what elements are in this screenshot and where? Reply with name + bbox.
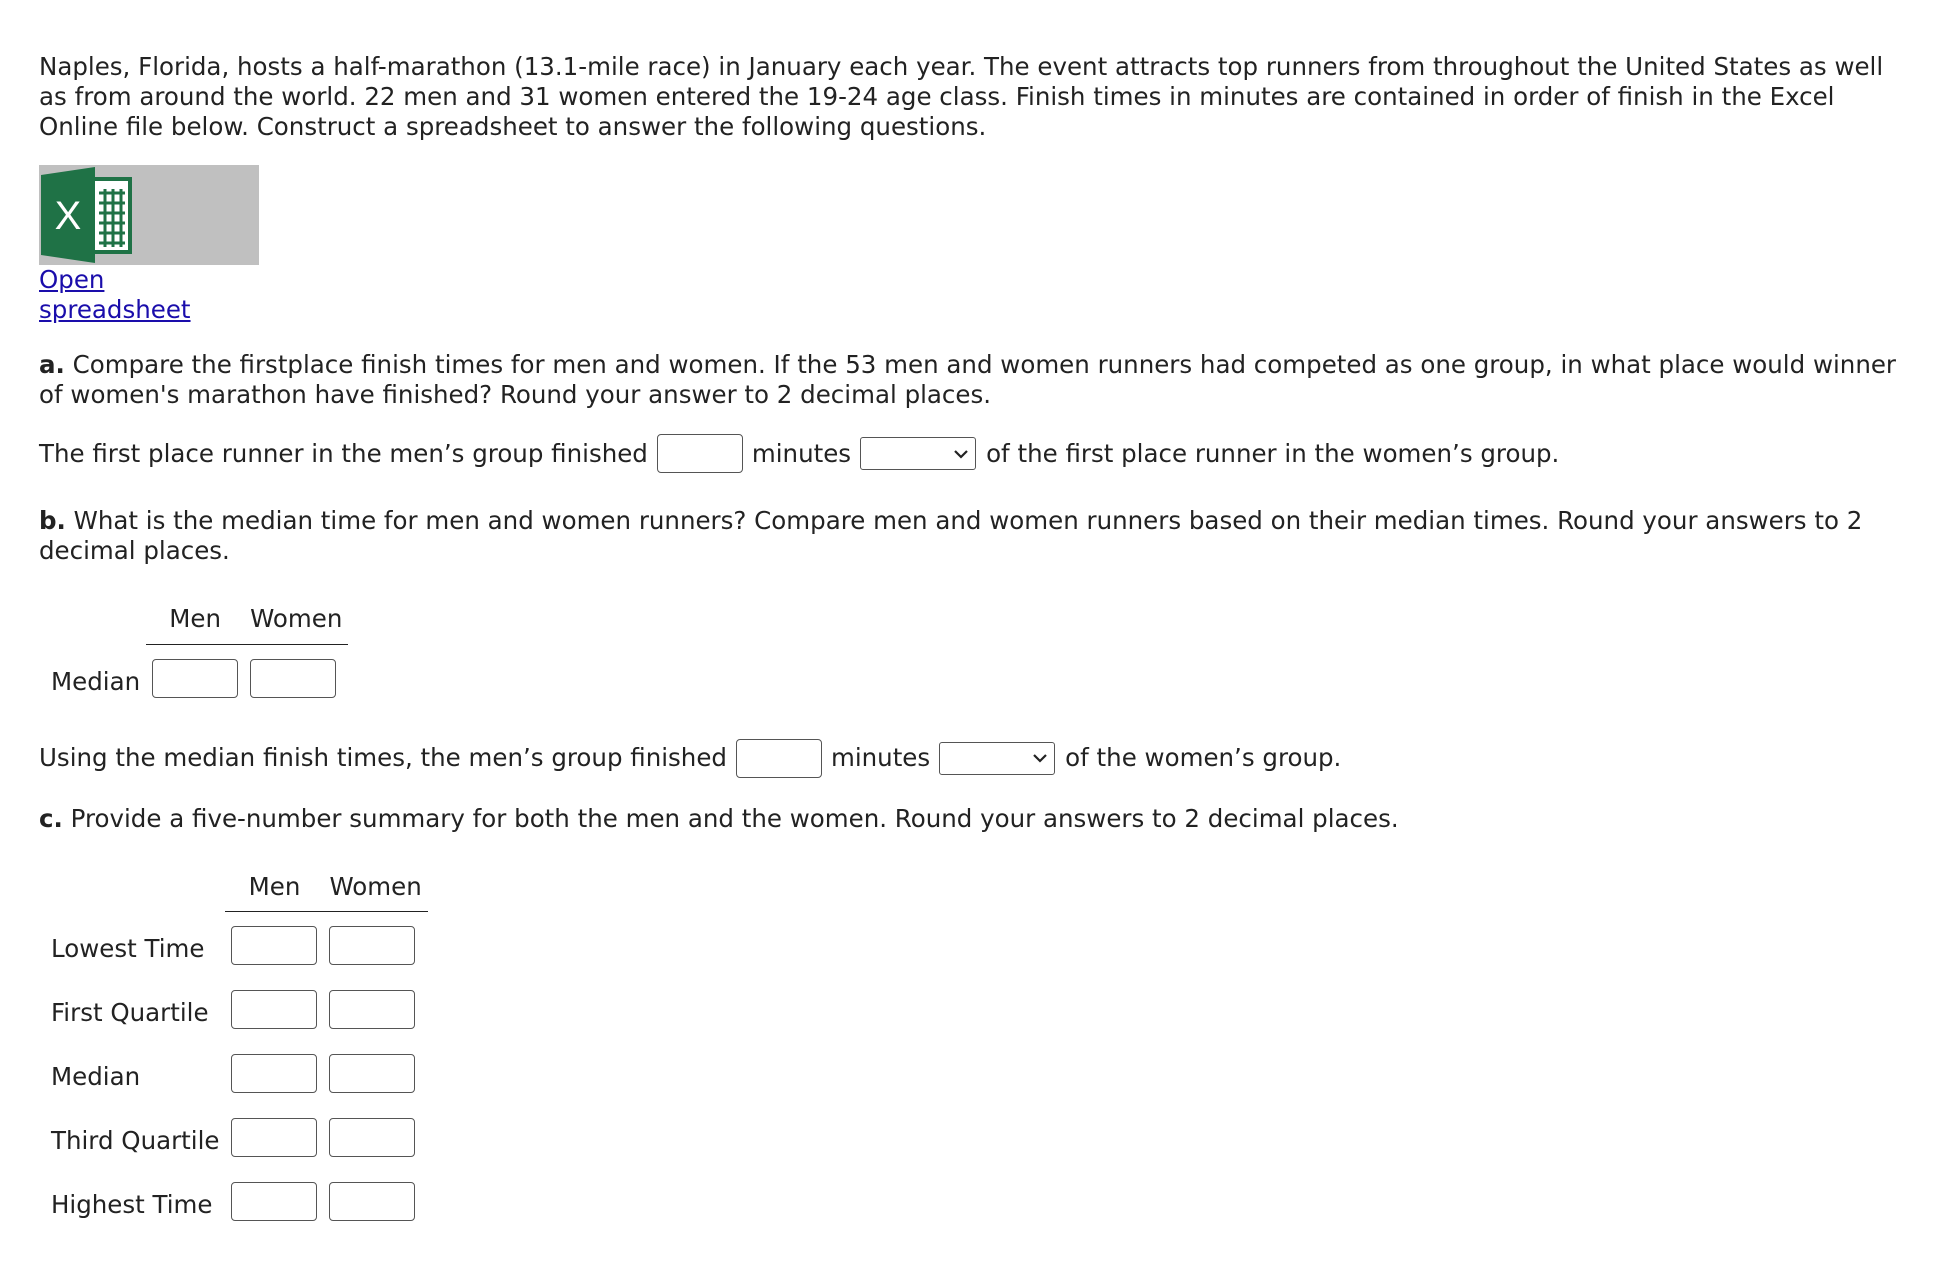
question-b-sentence-after: of the women’s group. [1065, 743, 1342, 773]
highest-time-men-input[interactable] [231, 1182, 317, 1221]
summary-row-lowest [51, 912, 428, 975]
third-quartile-men-input[interactable] [231, 1118, 317, 1157]
svg-text:X: X [54, 193, 82, 238]
summary-row-first-quartile [51, 975, 428, 1039]
question-b-minutes-input[interactable] [736, 739, 822, 778]
lowest-time-women-input[interactable] [329, 926, 415, 965]
question-c-text: Provide a five-number summary for both the men and the women. Round your answers to 2 decimal places. [62, 803, 1399, 833]
summary-row-label: First Quartile [51, 998, 209, 1028]
question-b-sentence-before: Using the median finish times, the men’s group finished [39, 743, 727, 773]
median-women-summary-input[interactable] [329, 1054, 415, 1093]
summary-row-highest [51, 1167, 428, 1231]
lowest-time-men-input[interactable] [231, 926, 317, 965]
first-quartile-women-input[interactable] [329, 990, 415, 1029]
summary-table-header-women: Women [323, 872, 427, 912]
summary-row-label: Third Quartile [51, 1126, 220, 1155]
median-table-header-women: Women [244, 604, 348, 644]
spreadsheet-block [39, 165, 259, 325]
median-women-input[interactable] [250, 659, 336, 698]
question-a [39, 350, 1921, 410]
question-a-sentence-before: The first place runner in the men’s group finished [39, 438, 648, 468]
summary-row-third-quartile [51, 1103, 428, 1167]
question-c-label: c. [39, 803, 63, 833]
question-a-answer-line [39, 434, 1921, 473]
question-a-text: Compare the firstplace finish times for men and women. If the 53 men and women runners had competed as one group, in what place would winner of women's marathon have finished? Round your answer to 2 decimal places. [39, 350, 1897, 410]
problem-intro: Naples, Florida, hosts a half-marathon (13.1-mile race) in January each year. The event attracts top runners from throughout the United States as well as from around the world. 22 men and 31 women entered the 19-24 age class. Finish times in minutes are contained in order of finish in the Excel Online file below. Construct a spreadsheet to answer the following questions. [39, 52, 1884, 141]
question-b-sentence-middle: minutes [830, 743, 931, 773]
question-a-label: a. [39, 350, 65, 380]
question-a-sentence-after: of the first place runner in the women’s group. [986, 438, 1560, 468]
median-men-summary-input[interactable] [231, 1054, 317, 1093]
summary-row-label: Lowest Time [51, 934, 205, 964]
chevron-down-icon [953, 448, 969, 460]
summary-row-label: Median [51, 1062, 141, 1092]
chevron-down-icon [1032, 752, 1048, 764]
question-b-answer-line [39, 739, 1921, 778]
question-a-comparison-select[interactable] [860, 437, 976, 470]
question-b-label: b. [39, 506, 66, 536]
spreadsheet-thumbnail[interactable] [39, 165, 259, 265]
question-a-sentence-middle: minutes [751, 438, 852, 468]
excel-icon [39, 165, 139, 265]
median-men-input[interactable] [152, 659, 238, 698]
five-number-summary-table [51, 872, 428, 1231]
summary-table-header-men: Men [225, 872, 323, 912]
median-table-header-men: Men [146, 604, 244, 644]
summary-row-label: Highest Time [51, 1189, 213, 1219]
summary-row-median [51, 1039, 428, 1103]
median-row-label: Median [51, 666, 141, 696]
question-b-text: What is the median time for men and women runners? Compare men and women runners based on their median times. Round your answers to 2 decimal places. [39, 506, 1863, 565]
median-table [51, 604, 348, 705]
question-c [39, 804, 1921, 834]
first-quartile-men-input[interactable] [231, 990, 317, 1029]
question-a-minutes-input[interactable] [657, 434, 743, 473]
question-b-comparison-select[interactable] [939, 742, 1055, 775]
open-spreadsheet-link[interactable]: Open spreadsheet [39, 264, 191, 324]
highest-time-women-input[interactable] [329, 1182, 415, 1221]
third-quartile-women-input[interactable] [329, 1118, 415, 1157]
question-b [39, 506, 1921, 566]
